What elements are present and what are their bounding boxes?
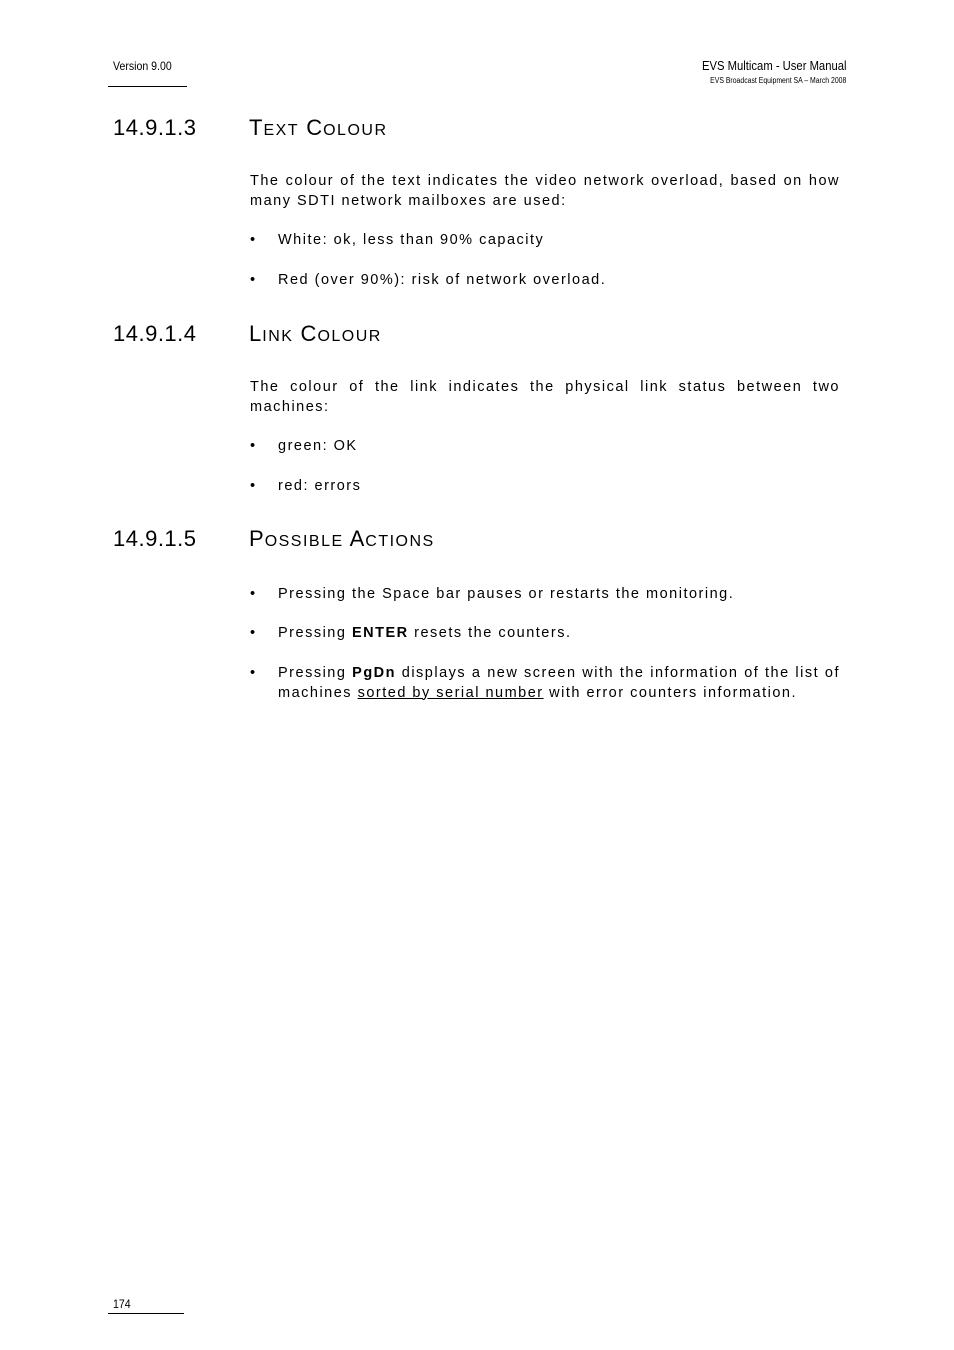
list-item: • red: errors [250,477,840,497]
header-subtitle: EVS Broadcast Equipment SA – March 2008 [709,76,846,85]
bullet-icon: • [250,232,257,248]
bullet-icon: • [250,438,257,454]
footer-rule [108,1313,184,1314]
key-pgdn: PgDn [352,665,397,681]
section-number: 14.9.1.3 [113,115,197,140]
header-version: Version 9.00 [113,59,172,73]
key-enter: ENTER [351,625,409,641]
bullet-icon: • [250,272,257,288]
list-item: • Pressing ENTER resets the counters. [250,624,840,644]
section-heading: TEXT COLOUR [249,115,388,140]
bullet-icon: • [250,586,257,602]
header-title: EVS Multicam - User Manual [701,59,846,73]
bullet-icon: • [250,625,257,641]
bullet-icon: • [250,478,257,494]
section-number: 14.9.1.4 [113,321,197,346]
section-number: 14.9.1.5 [113,526,197,551]
section-paragraph: The colour of the link indicates the physical link status between two machines: [250,379,840,415]
list-item: • green: OK [250,437,840,457]
list-item: • Pressing the Space bar pauses or restarts the monitoring. [250,585,840,605]
list-item: • White: ok, less than 90% capacity [250,231,840,251]
list-item: • Red (over 90%): risk of network overload. [250,271,840,291]
section-heading: LINK COLOUR [249,321,382,346]
underlined-phrase: sorted by serial number [357,684,544,701]
header-rule [108,86,187,87]
page-number: 174 [113,1297,131,1311]
bullet-icon: • [250,665,257,681]
section-paragraph: The colour of the text indicates the video network overload, based on how many SDTI network mailboxes are used: [250,173,840,209]
list-item: • Pressing PgDn displays a new screen with the information of the list of machines sorted by serial number with error counters information. [250,665,840,701]
section-heading: POSSIBLE ACTIONS [249,526,435,551]
